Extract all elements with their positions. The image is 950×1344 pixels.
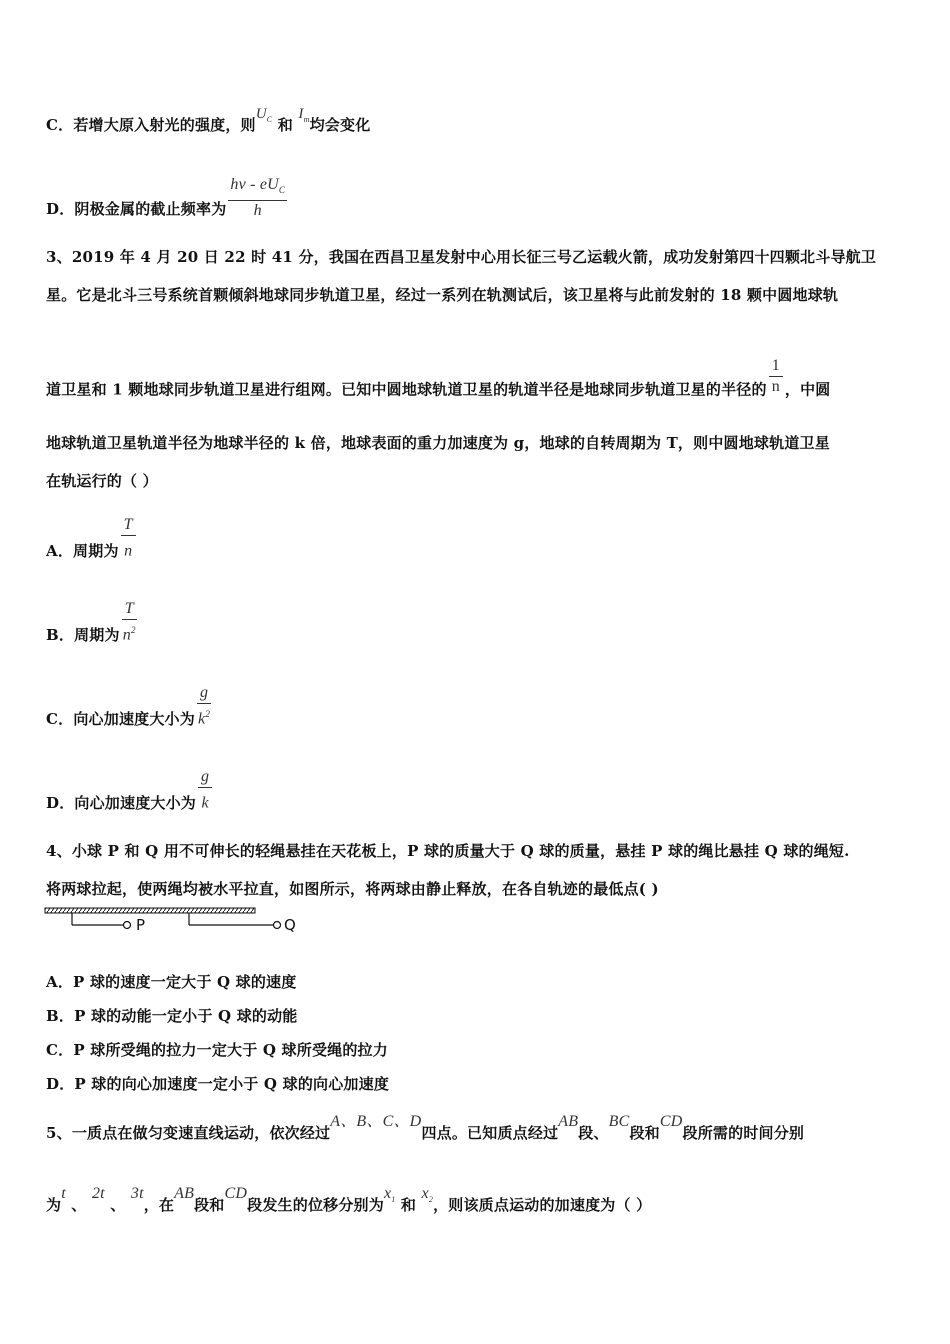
q3-stem-line-1: 3、2019 年 4 月 20 日 22 时 41 分，我国在西昌卫星发射中心用长征三号乙运载火箭，成功发射第四十四颗北斗导航卫 xyxy=(46,248,877,266)
q4-option-b[interactable]: B．P 球的动能一定小于 Q 球的动能 xyxy=(46,1007,298,1025)
q2-option-c[interactable] xyxy=(46,106,371,136)
and-text: 和 xyxy=(277,116,293,134)
q2-option-d-lead: D．阴极金属的截止频率为 xyxy=(46,200,227,219)
option-b-fraction: $\frac{T}{n^2}$ xyxy=(122,600,136,644)
q4-option-c[interactable]: C．P 球所受绳的拉力一定大于 Q 球所受绳的拉力 xyxy=(46,1041,388,1059)
ceiling xyxy=(45,908,255,913)
points-abcd: A、B、C、D xyxy=(330,1113,422,1130)
option-c-fraction: $\frac{g}{k^2}$ xyxy=(198,684,211,728)
q5-stem-line-2: 为t 、 2t 、 3t，在AB段和CD段发生的位移分别为$x_1$ 和 $x_2$，则该质点运动的加速度为（ ） xyxy=(46,1185,652,1214)
q3-stem-line-4: 地球轨道卫星轨道半径为地球半径的 k 倍，地球表面的重力加速度为 g，地球的自转周期为 T，则中圆地球轨道卫星 xyxy=(46,434,830,452)
ball-p xyxy=(124,922,131,929)
pendulum-figure xyxy=(44,905,314,941)
q4-option-d[interactable]: D．P 球的向心加速度一定小于 Q 球的向心加速度 xyxy=(46,1075,390,1093)
pendulum-diagram xyxy=(44,905,314,937)
time-2t: 2t xyxy=(91,1185,105,1202)
time-t: t xyxy=(61,1185,66,1202)
q3-option-c[interactable]: C．向心加速度大小为 $\frac{g}{k^2}$ xyxy=(46,684,211,729)
ratio-fraction: $\frac{1}{n}$ xyxy=(769,356,783,397)
label-q: Q xyxy=(284,916,296,934)
q3-option-a[interactable]: A．周期为 $\frac{T}{n}$ xyxy=(46,529,138,575)
q4-option-a[interactable]: A．P 球的速度一定大于 Q 球的速度 xyxy=(46,973,297,991)
q3-option-d[interactable]: D．向心加速度大小为 $\frac{g}{k}$ xyxy=(46,781,214,827)
segment-cd: CD xyxy=(659,1113,683,1130)
displacement-x2: $x_2$ xyxy=(421,1185,434,1205)
option-d-fraction: $\frac{g}{k}$ xyxy=(198,767,212,813)
q5-stem-line-1: 5、一质点在做匀变速直线运动，依次经过A、B、C、D四点。已知质点经过AB段、BC段和CD段所需的时间分别 xyxy=(46,1120,804,1143)
q3-stem-line-3: 道卫星和 1 颗地球同步轨道卫星进行组网。已知中圆地球轨道卫星的轨道半径是地球同步轨道卫星的半径的 $\frac{1}{n}$ ，中圆 xyxy=(46,357,831,399)
q2-option-c-tail: 均会变化 xyxy=(309,116,371,134)
segment-ab: AB xyxy=(558,1113,579,1130)
q4-stem-line-1: 4、小球 P 和 Q 用不可伸长的轻绳悬挂在天花板上，P 球的质量大于 Q 球的质量，悬挂 P 球的绳比悬挂 Q 球的绳短. xyxy=(46,842,850,860)
displacement-x1: $x_1$ xyxy=(383,1185,396,1205)
segment-ab-2: AB xyxy=(174,1185,195,1202)
option-a-fraction: $\frac{T}{n}$ xyxy=(121,515,136,561)
q2-option-d[interactable] xyxy=(46,176,289,233)
q2-option-c-lead: C．若增大原入射光的强度，则 xyxy=(46,116,256,134)
q3-option-b[interactable]: B．周期为 $\frac{T}{n^2}$ xyxy=(46,600,136,645)
q3-stem-line-5: 在轨运行的（ ） xyxy=(46,472,158,490)
ball-q xyxy=(274,922,281,929)
symbol-uc: $U_C$ xyxy=(255,106,273,124)
segment-cd-2: CD xyxy=(224,1185,248,1202)
time-3t: 3t xyxy=(130,1185,144,1202)
cutoff-frequency-fraction: $\frac{hv - eU_C}{h}$ xyxy=(230,176,286,220)
label-p: P xyxy=(136,916,146,934)
symbol-im: $I_m$ xyxy=(298,106,310,124)
q4-stem-line-2: 将两球拉起，使两绳均被水平拉直，如图所示，将两球由静止释放，在各自轨迹的最低点( ) xyxy=(46,880,659,898)
segment-bc: BC xyxy=(608,1113,630,1130)
q3-stem-line-2: 星。它是北斗三号系统首颗倾斜地球同步轨道卫星，经过一系列在轨测试后，该卫星将与此前发射的 18 颗中圆地球轨 xyxy=(46,286,839,304)
